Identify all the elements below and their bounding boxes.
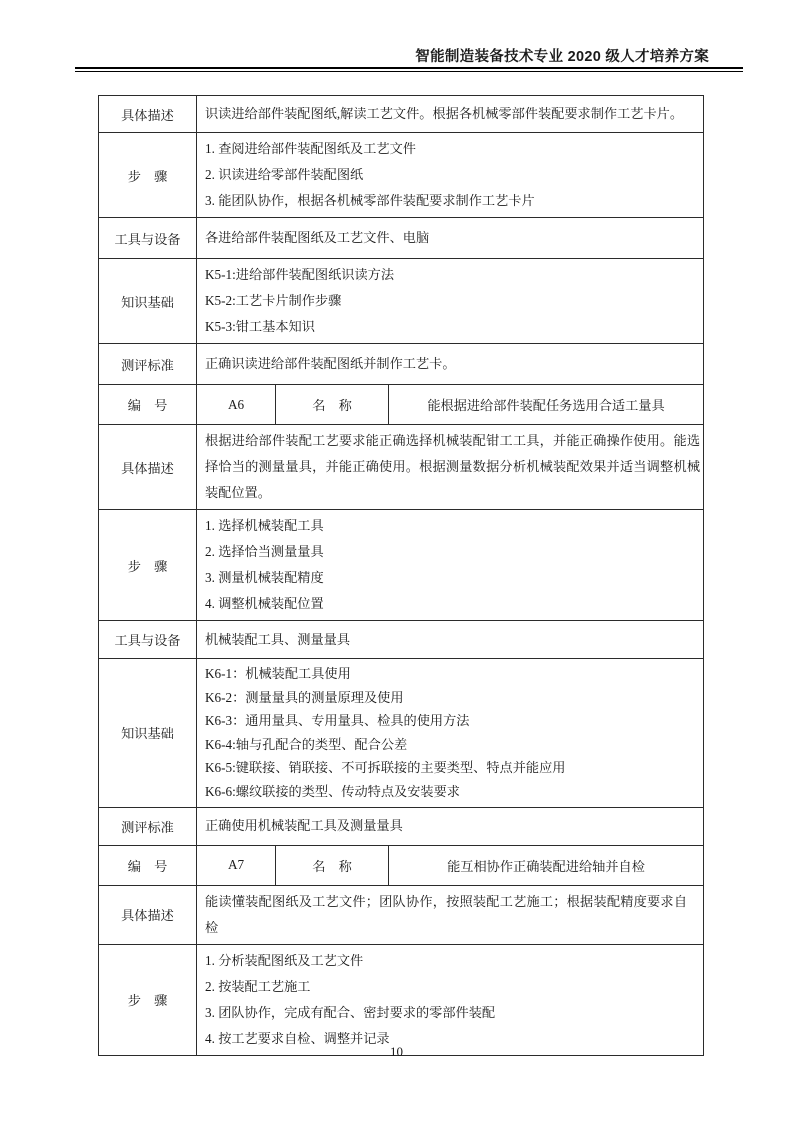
knowledge-line: K6-4:轴与孔配合的类型、配合公差: [205, 736, 408, 752]
step-line: 3. 能团队协作，根据各机械零部件装配要求制作工艺卡片: [205, 193, 535, 208]
table-row: [99, 807, 704, 845]
table-row: [99, 344, 704, 385]
row-content: [197, 659, 704, 808]
code-label: 编 号: [99, 385, 197, 425]
row-content: 正确使用机械装配工具及测量量具: [197, 807, 704, 845]
row-content: 能读懂装配图纸及工艺文件；团队协作，按照装配工艺施工；根据装配精度要求自检: [197, 885, 704, 944]
row-content: [197, 510, 704, 621]
row-label: 测评标准: [99, 344, 197, 385]
page-header-title: 智能制造装备技术专业 2020 级人才培养方案: [415, 49, 709, 65]
table-row: [99, 259, 704, 344]
table-row-code: [99, 845, 704, 885]
knowledge-line: K6-6:螺纹联接的类型、传动特点及安装要求: [205, 783, 460, 799]
step-line: 4. 按工艺要求自检、调整并记录: [205, 1030, 390, 1046]
table-row: [99, 659, 704, 808]
name-value: 能根据进给部件装配任务选用合适工量具: [389, 385, 704, 425]
row-label: 步 骤: [99, 510, 197, 621]
row-label: 工具与设备: [99, 218, 197, 259]
table-row: [99, 510, 704, 621]
row-content: [197, 133, 704, 218]
code-label: 编 号: [99, 845, 197, 885]
step-line: 2. 选择恰当测量量具: [205, 544, 324, 559]
name-label: 名 称: [276, 845, 389, 885]
table-row: [99, 621, 704, 659]
table-row: [99, 885, 704, 944]
page-number: 10: [390, 1044, 403, 1059]
table-row: [99, 218, 704, 259]
row-label: 步 骤: [99, 944, 197, 1055]
step-line: 1. 分析装配图纸及工艺文件: [205, 952, 364, 968]
knowledge-line: K6-5:键联接、销联接、不可拆联接的主要类型、特点并能应用: [205, 760, 566, 776]
row-content: [197, 944, 704, 1055]
row-label: 知识基础: [99, 259, 197, 344]
step-line: 1. 查阅进给部件装配图纸及工艺文件: [205, 141, 416, 156]
table-row: [99, 944, 704, 1055]
code-value: A6: [197, 385, 276, 425]
table-row: [99, 133, 704, 218]
step-line: 4. 调整机械装配位置: [205, 596, 324, 611]
row-label: 具体描述: [99, 96, 197, 133]
table-row-code: [99, 385, 704, 425]
row-label: 工具与设备: [99, 621, 197, 659]
row-content: 机械装配工具、测量量具: [197, 621, 704, 659]
row-label: 具体描述: [99, 885, 197, 944]
step-line: 2. 识读进给零部件装配图纸: [205, 167, 364, 182]
competency-table: [98, 95, 704, 1056]
row-content: 正确识读进给部件装配图纸并制作工艺卡。: [197, 344, 704, 385]
row-label: 知识基础: [99, 659, 197, 808]
knowledge-line: K5-3:钳工基本知识: [205, 319, 315, 334]
row-content: [197, 259, 704, 344]
step-line: 3. 测量机械装配精度: [205, 570, 324, 585]
row-label: 测评标准: [99, 807, 197, 845]
row-label: 步 骤: [99, 133, 197, 218]
row-content: 识读进给部件装配图纸,解读工艺文件。根据各机械零部件装配要求制作工艺卡片。: [197, 96, 704, 133]
step-line: 2. 按装配工艺施工: [205, 978, 311, 994]
step-line: 3. 团队协作，完成有配合、密封要求的零部件装配: [205, 1004, 496, 1020]
step-line: 1. 选择机械装配工具: [205, 518, 324, 533]
knowledge-line: K6-1：机械装配工具使用: [205, 666, 351, 681]
name-label: 名 称: [276, 385, 389, 425]
table-row: [99, 425, 704, 510]
row-label: 具体描述: [99, 425, 197, 510]
knowledge-line: K6-3：通用量具、专用量具、检具的使用方法: [205, 713, 470, 729]
code-value: A7: [197, 845, 276, 885]
name-value: 能互相协作正确装配进给轴并自检: [389, 845, 704, 885]
knowledge-line: K5-1:进给部件装配图纸识读方法: [205, 267, 395, 282]
row-content: 根据进给部件装配工艺要求能正确选择机械装配钳工工具，并能正确操作使用。能选择恰当的测量量具，并能正确使用。根据测量数据分析机械装配效果并适当调整机械装配位置。: [197, 425, 704, 510]
knowledge-line: K5-2:工艺卡片制作步骤: [205, 293, 342, 308]
header-divider-rule: [75, 67, 743, 72]
row-content: 各进给部件装配图纸及工艺文件、电脑: [197, 218, 704, 259]
knowledge-line: K6-2：测量量具的测量原理及使用: [205, 689, 404, 705]
table-row: [99, 96, 704, 133]
